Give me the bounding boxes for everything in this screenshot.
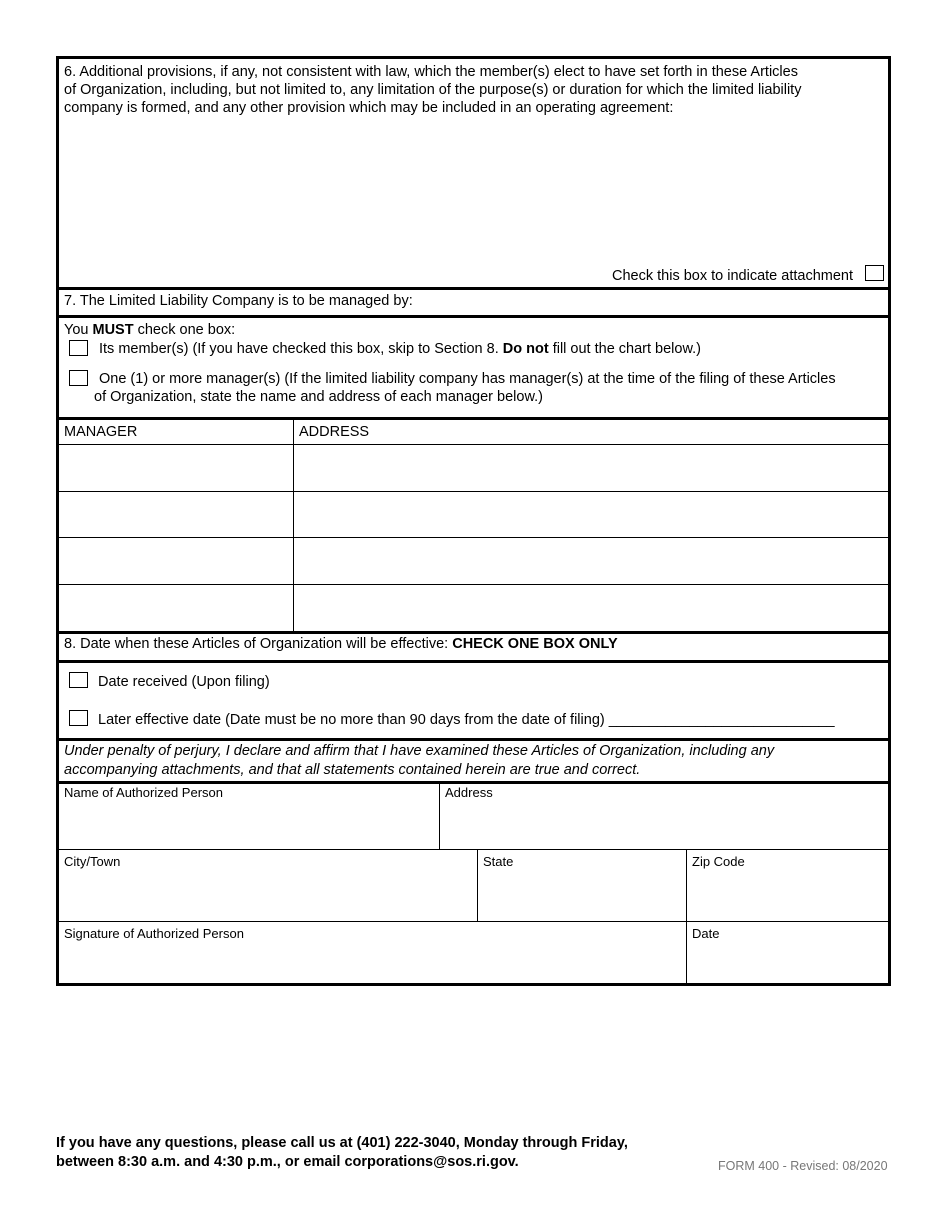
section8-heading: 8. Date when these Articles of Organization will be effective: CHECK ONE BOX ONLY (64, 636, 618, 652)
attachment-checkbox[interactable] (865, 265, 884, 281)
authorized-name-field[interactable] (59, 801, 437, 849)
section6-text-line1: 6. Additional provisions, if any, not consistent with law, which the member(s) elect to have set forth in these Articles (64, 64, 798, 80)
section6-text-line3: company is formed, and any other provision which may be included in an operating agreement: (64, 100, 674, 116)
city-field[interactable] (59, 871, 475, 921)
city-field-label: City/Town (64, 854, 121, 869)
additional-provisions-field[interactable] (64, 121, 886, 261)
manager-name-field[interactable] (59, 492, 293, 537)
members-checkbox[interactable] (69, 340, 88, 356)
date-received-checkbox[interactable] (69, 672, 88, 688)
authorized-address-field[interactable] (442, 801, 888, 849)
section6-text-line2: of Organization, including, but not limited to, any limitation of the purpose(s) or duration for which the limited liability (64, 82, 802, 98)
later-date-label: Later effective date (Date must be no more than 90 days from the date of filing) ____________________________ (98, 712, 835, 728)
signature-field-label: Signature of Authorized Person (64, 926, 244, 941)
state-field[interactable] (480, 871, 685, 921)
manager-column-header: MANAGER (64, 424, 138, 440)
address-field-label: Address (445, 785, 493, 800)
manager-address-field[interactable] (295, 538, 888, 584)
managers-option-line1: One (1) or more manager(s) (If the limited liability company has manager(s) at the time of the filing of these Articles (99, 371, 836, 387)
signature-field[interactable] (59, 943, 684, 983)
date-field[interactable] (689, 943, 888, 983)
date-field-label: Date (692, 926, 720, 941)
declaration-line1: Under penalty of perjury, I declare and affirm that I have examined these Articles of Organization, including any (64, 743, 775, 759)
later-date-checkbox[interactable] (69, 710, 88, 726)
zip-field[interactable] (689, 871, 888, 921)
manager-name-field[interactable] (59, 445, 293, 491)
section7-heading: 7. The Limited Liability Company is to be managed by: (64, 293, 413, 309)
attachment-label: Check this box to indicate attachment (612, 268, 853, 284)
zip-field-label: Zip Code (692, 854, 745, 869)
articles-form (56, 56, 891, 986)
manager-address-field[interactable] (295, 445, 888, 491)
contact-footer (56, 1134, 628, 1172)
managers-checkbox[interactable] (69, 370, 88, 386)
manager-address-field[interactable] (295, 492, 888, 537)
address-column-header: ADDRESS (299, 424, 370, 440)
manager-name-field[interactable] (59, 538, 293, 584)
must-check-text: You MUST check one box: (64, 322, 236, 338)
managers-option-line2: of Organization, state the name and address of each manager below.) (94, 389, 543, 405)
date-received-label: Date received (Upon filing) (98, 674, 270, 690)
footer-line2: between 8:30 a.m. and 4:30 p.m., or email corporations@sos.ri.gov. (56, 1154, 519, 1170)
manager-name-field[interactable] (59, 585, 293, 631)
form-number: FORM 400 - Revised: 08/2020 (718, 1159, 888, 1173)
state-field-label: State (483, 854, 514, 869)
footer-line1: If you have any questions, please call us at (401) 222-3040, Monday through Friday, (56, 1135, 628, 1151)
members-option-label: Its member(s) (If you have checked this box, skip to Section 8. Do not fill out the chart below.) (99, 341, 701, 357)
name-field-label: Name of Authorized Person (64, 785, 223, 800)
declaration-line2: accompanying attachments, and that all statements contained herein are true and correct. (64, 762, 641, 778)
manager-address-field[interactable] (295, 585, 888, 631)
